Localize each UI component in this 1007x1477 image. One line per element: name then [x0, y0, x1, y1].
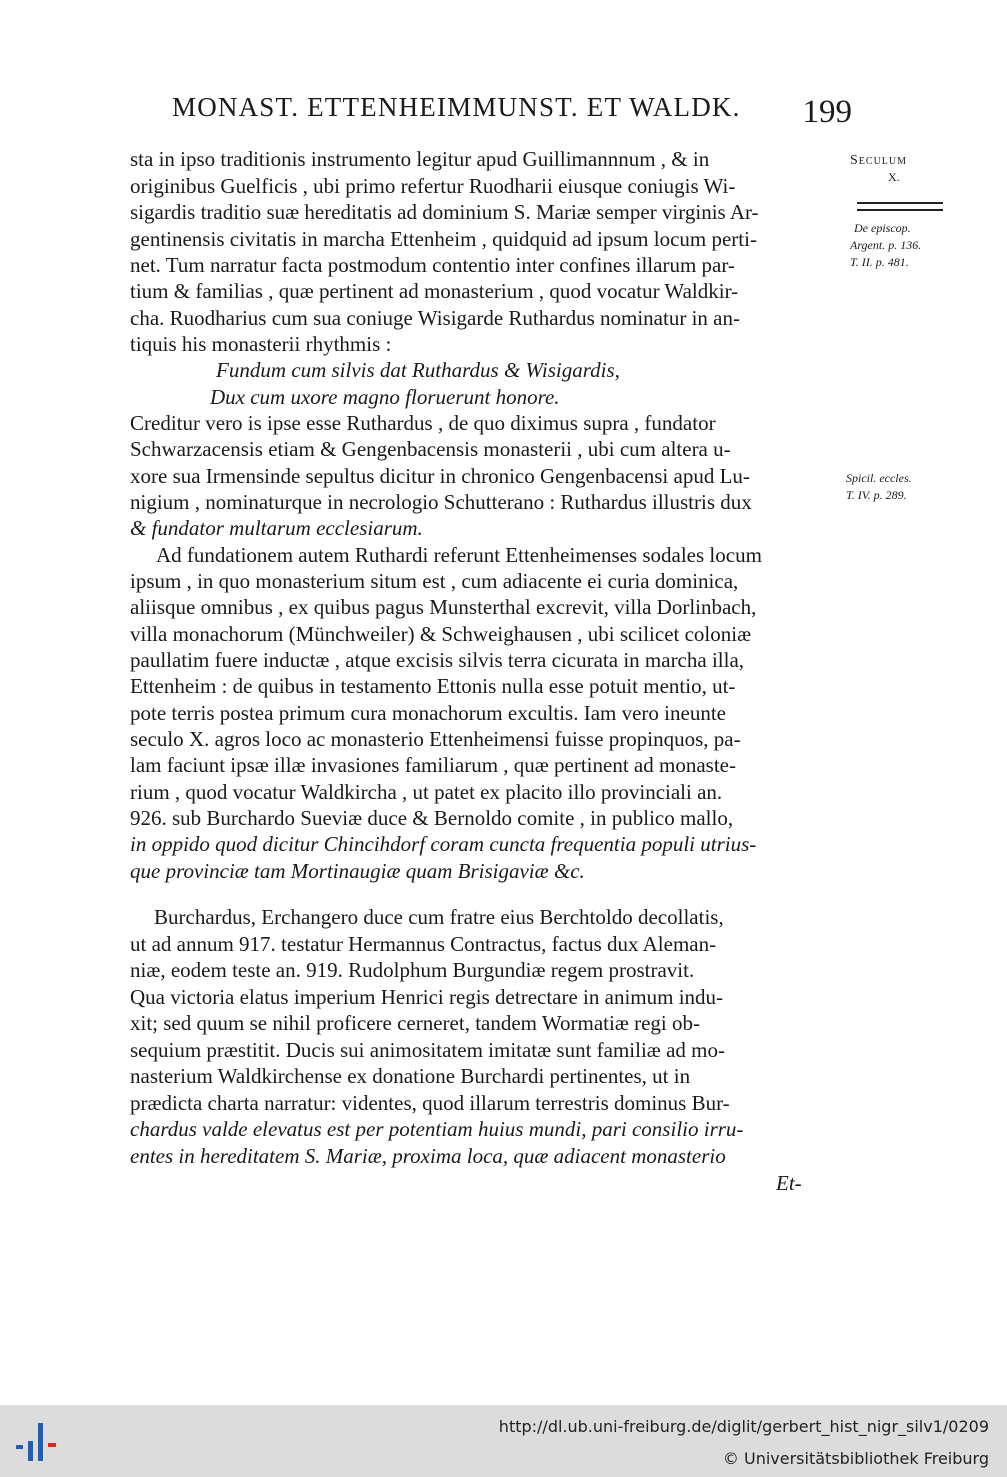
margin-seculum: [850, 152, 950, 186]
text-line: lam faciunt ipsæ illæ invasiones familiarum , quæ pertinent ad monaste-: [130, 753, 736, 777]
text-line: originibus Guelficis , ubi primo refertur Ruodharii eiusque coniugis Wi-: [130, 174, 736, 198]
seculum-value: X.: [888, 170, 900, 184]
text-line: cha. Ruodharius cum sua coniuge Wisigarde Ruthardus nominatur in an-: [130, 306, 740, 330]
margin-note-spicil: Spicil. eccles. T. IV. p. 289.: [846, 471, 912, 502]
viewer-footer: [0, 1405, 1007, 1477]
text-line: nigium , nominaturque in necrologio Schutterano : Ruthardus illustris dux: [130, 490, 752, 514]
text-line: entes in hereditatem S. Mariæ, proxima loca, quæ adiacent monasterio: [130, 1144, 726, 1168]
text-line: Creditur vero is ipse esse Ruthardus , de quo diximus supra , fundator: [130, 411, 716, 435]
text-line: chardus valde elevatus est per potentiam huius mundi, pari consilio irru-: [130, 1117, 744, 1141]
text-line: aliisque omnibus , ex quibus pagus Munsterthal excrevit, villa Dorlinbach,: [130, 595, 757, 619]
text-line: in oppido quod dicitur Chincihdorf coram cuncta frequentia populi utrius-: [130, 832, 757, 856]
ub-freiburg-logo-icon: [14, 1419, 64, 1463]
verse-line: Dux cum uxore magno floruerunt honore.: [210, 385, 560, 409]
text-line: 926. sub Burchardo Sueviæ duce & Bernoldo comite , in publico mallo,: [130, 806, 734, 830]
text-line: Burchardus, Erchangero duce cum fratre eius Berchtoldo decollatis,: [154, 905, 724, 929]
catchword: Et-: [776, 1171, 802, 1195]
text-line: sequium præstitit. Ducis sui animositatem imitatæ sunt familiæ ad mo-: [130, 1038, 725, 1062]
text-line: gentinensis civitatis in marcha Ettenheim , quidquid ad ipsum locum perti-: [130, 227, 757, 251]
text-line: paullatim fuere inductæ , atque excisis silvis terra cicurata in marcha illa,: [130, 648, 745, 672]
text-line: xore sua Irmensinde sepultus dicitur in chronico Gengenbacensi apud Lu-: [130, 464, 750, 488]
text-line: ut ad annum 917. testatur Hermannus Contractus, factus dux Aleman-: [130, 932, 717, 956]
text-line: tium & familias , quæ pertinent ad monasterium , quod vocatur Waldkir-: [130, 279, 739, 303]
text-line: Ettenheim : de quibus in testamento Ettonis nulla esse potuit mentio, ut-: [130, 674, 736, 698]
footer-copyright: © Universitätsbibliothek Freiburg: [722, 1449, 989, 1468]
text-line: que provinciæ tam Mortinaugiæ quam Brisigaviæ &c.: [130, 859, 585, 883]
margin-note-episcop: De episcop. Argent. p. 136. T. II. p. 481.: [850, 221, 922, 269]
text-line: ipsum , in quo monasterium situm est , cum adiacente ei curia dominica,: [130, 569, 739, 593]
text-line: net. Tum narratur facta postmodum contentio inter confines illarum par-: [130, 253, 735, 277]
text-line: sigardis traditio suæ hereditatis ad dominium S. Mariæ semper virginis Ar-: [130, 200, 759, 224]
text-line: xit; sed quum se nihil proficere cerneret, tandem Wormatiæ regi ob-: [130, 1011, 700, 1035]
text-line: Ad fundationem autem Ruthardi referunt Ettenheimenses sodales locum: [156, 543, 762, 567]
text-line: & fundator multarum ecclesiarum.: [130, 516, 423, 540]
text-line: Schwarzacensis etiam & Gengenbacensis monasterii , ubi cum altera u-: [130, 437, 731, 461]
margin-rule: [857, 202, 943, 211]
text-line: prædicta charta narratur: videntes, quod illarum terrestris dominus Bur-: [130, 1091, 730, 1115]
text-line: pote terris postea primum cura monachorum excultis. Iam vero ineunte: [130, 701, 726, 725]
text-line: sta in ipso traditionis instrumento legitur apud Guillimannnum , & in: [130, 147, 710, 171]
running-title: MONAST. ETTENHEIMMUNST. ET WALDK.: [172, 92, 741, 122]
verse-line: Fundum cum silvis dat Ruthardus & Wisigardis,: [216, 358, 620, 382]
text-line: rium , quod vocatur Waldkircha , ut patet ex placito illo provinciali an.: [130, 780, 723, 804]
page-number: 199: [802, 94, 852, 130]
text-line: niæ, eodem teste an. 919. Rudolphum Burgundiæ regem prostravit.: [130, 958, 695, 982]
text-line: villa monachorum (Münchweiler) & Schweighausen , ubi scilicet coloniæ: [130, 622, 752, 646]
seculum-label: Seculum: [850, 153, 908, 168]
text-line: tiquis his monasterii rhythmis :: [130, 332, 392, 356]
text-line: seculo X. agros loco ac monasterio Ettenheimensi fuisse propinquos, pa-: [130, 727, 741, 751]
running-header: [172, 92, 852, 130]
text-line: nasterium Waldkirchense ex donatione Burchardi pertinentes, ut in: [130, 1064, 691, 1088]
footer-url[interactable]: http://dl.ub.uni-freiburg.de/diglit/gerbert_hist_nigr_silv1/0209: [498, 1417, 989, 1436]
text-line: Qua victoria elatus imperium Henrici regis detrectare in animum indu-: [130, 985, 724, 1009]
